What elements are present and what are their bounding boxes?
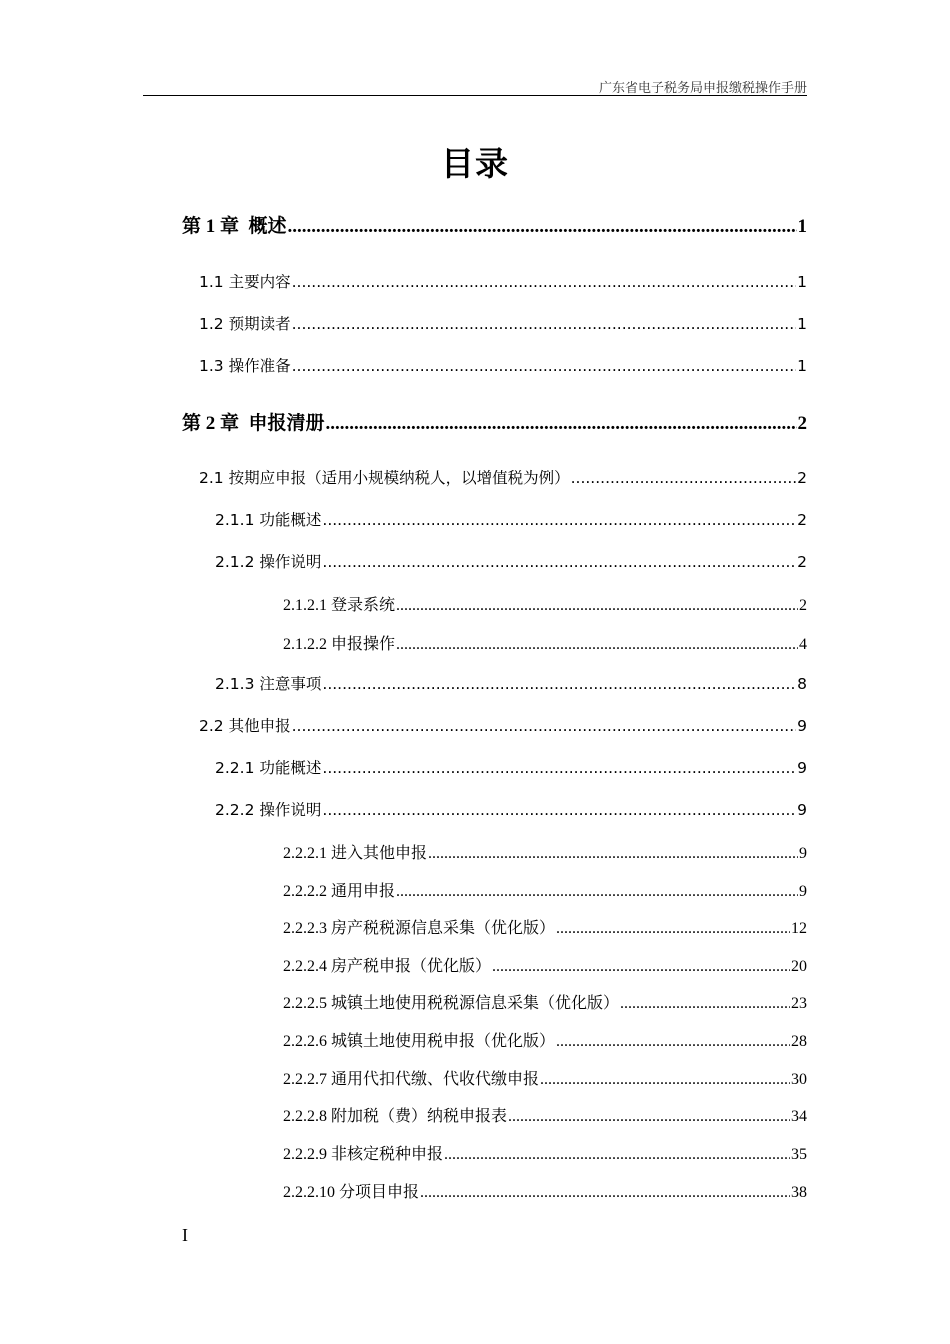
toc-entry-number: 2.2.2.2 [283,883,331,900]
dot-leader [620,995,790,1013]
toc-entry-page: 2 [797,469,807,487]
toc-entry-number: 2.2.2.7 [283,1071,331,1088]
toc-entry-number: 2.1.2 [215,553,260,571]
toc-entry-page: 2 [797,511,807,529]
toc-entry-number: 2.2.2.4 [283,958,331,975]
toc-entry-label: 城镇土地使用税申报（优化版） [331,1031,556,1050]
toc-entry-number: 2.2.2.5 [283,995,331,1012]
toc-entry[interactable] [283,953,807,976]
toc-entry[interactable] [283,840,807,863]
toc-entry-number: 2.1.1 [215,511,260,529]
dot-leader [292,357,797,375]
header-rule [143,95,807,96]
dot-leader [292,717,797,735]
toc-entry-label: 主要内容 [228,273,291,291]
toc-entry-number: 2.2.2.1 [283,845,331,862]
toc-entry-page: 9 [797,717,807,735]
toc-entry-page: 38 [791,1184,807,1201]
toc-entry[interactable] [215,756,807,778]
toc-entry-label: 附加税（费）纳税申报表 [331,1106,508,1125]
dot-leader [556,1033,790,1051]
toc-entry-label: 操作说明 [259,553,322,571]
dot-leader [322,801,796,819]
dot-leader [396,636,798,654]
toc-entry-label: 其他申报 [228,717,291,735]
dot-leader [540,1071,790,1089]
dot-leader [322,511,796,529]
dot-leader [396,597,798,615]
toc-entry[interactable] [215,508,807,530]
toc-entry-label: 进入其他申报 [331,843,428,862]
toc-entry-page: 9 [799,883,807,900]
toc-entry-page: 9 [797,759,807,777]
toc-entry-page: 34 [791,1108,807,1125]
toc-entry-number: 2.2.2.9 [283,1146,331,1163]
toc-entry-label: 房产税税源信息采集（优化版） [331,918,556,937]
dot-leader [292,273,797,291]
toc-entry-page: 1 [797,357,807,375]
toc-entry[interactable] [283,1179,807,1202]
dot-leader [326,413,797,435]
toc-entry[interactable] [283,878,807,901]
toc-entry[interactable] [283,592,807,615]
toc-entry-label: 按期应申报（适用小规模纳税人，以增值税为例） [228,469,570,487]
toc-entry[interactable] [215,798,807,820]
dot-leader [292,315,797,333]
toc-entry-page: 1 [797,273,807,291]
toc-entry-number: 2.2.1 [215,759,260,777]
toc-entry[interactable] [215,672,807,694]
dot-leader [322,675,796,693]
dot-leader [492,958,790,976]
toc-entry[interactable] [283,1028,807,1051]
toc-entry-page: 2 [797,553,807,571]
toc-entry-number: 2.1.3 [215,675,260,693]
toc-entry-page: 20 [791,958,807,975]
toc-entry[interactable] [199,714,807,736]
toc-entry-label: 申报清册 [248,412,325,434]
toc-entry-number: 2.2.2.3 [283,920,331,937]
toc-entry-page: 23 [791,995,807,1012]
toc-entry[interactable] [199,466,807,488]
toc-entry-page: 28 [791,1033,807,1050]
toc-entry-number: 2.2.2.10 [283,1184,339,1201]
toc-entry-label: 申报操作 [331,634,396,653]
toc-entry[interactable] [182,211,807,238]
toc-entry[interactable] [283,990,807,1013]
toc-entry-label: 非核定税种申报 [331,1144,444,1163]
toc-entry-label: 预期读者 [228,315,291,333]
toc-entry[interactable] [283,1141,807,1164]
toc-entry-number: 1.3 [199,357,229,375]
toc-entry-number: 2.2 [199,717,229,735]
toc-entry-page: 2 [799,597,807,614]
toc-entry-page: 1 [797,216,807,237]
toc-entry[interactable] [199,354,807,376]
toc-entry[interactable] [215,550,807,572]
toc-entry-page: 4 [799,636,807,653]
toc-entry-number: 2.2.2.8 [283,1108,331,1125]
dot-leader [428,845,798,863]
toc-entry-label: 概述 [248,215,287,237]
footer-page-number: I [182,1225,188,1245]
toc-entry-page: 2 [797,413,807,434]
dot-leader [322,553,796,571]
dot-leader [322,759,796,777]
toc-entry-number: 第 2 章 [182,413,249,434]
toc-entry-label: 城镇土地使用税税源信息采集（优化版） [331,993,620,1012]
toc-entry-label: 房产税申报（优化版） [331,956,492,975]
running-header: 广东省电子税务局申报缴税操作手册 [598,81,807,96]
toc-entry-label: 通用申报 [331,881,396,900]
toc-entry[interactable] [283,1066,807,1089]
toc-entry[interactable] [199,270,807,292]
toc-entry-page: 1 [797,315,807,333]
toc-entry[interactable] [283,1103,807,1126]
toc-entry[interactable] [283,631,807,654]
dot-leader [396,883,798,901]
toc-entry-number: 2.2.2 [215,801,260,819]
toc-entry-number: 2.1 [199,469,229,487]
toc-entry-label: 注意事项 [259,675,322,693]
dot-leader [288,216,797,238]
toc-entry-number: 2.1.2.2 [283,636,331,653]
toc-entry-number: 2.2.2.6 [283,1033,331,1050]
toc-entry-page: 35 [791,1146,807,1163]
page-title: 目录 [441,144,509,183]
toc-entry-page: 9 [797,801,807,819]
toc-entry-number: 第 1 章 [182,216,249,237]
toc-entry-page: 9 [799,845,807,862]
toc-entry-label: 分项目申报 [339,1182,420,1201]
toc-entry[interactable] [283,915,807,938]
toc-entry-label: 通用代扣代缴、代收代缴申报 [331,1069,540,1088]
toc-entry-page: 12 [791,920,807,937]
dot-leader [444,1146,790,1164]
toc-entry-label: 功能概述 [259,511,322,529]
toc-entry-label: 操作说明 [259,801,322,819]
toc-entry-page: 30 [791,1071,807,1088]
toc-entry-page: 8 [797,675,807,693]
toc-entry[interactable] [182,408,807,435]
dot-leader [508,1108,790,1126]
toc-entry-label: 登录系统 [331,595,396,614]
dot-leader [571,469,797,487]
toc-entry-label: 操作准备 [228,357,291,375]
dot-leader [556,920,790,938]
toc-entry[interactable] [199,312,807,334]
dot-leader [420,1184,790,1202]
toc-entry-number: 1.1 [199,273,229,291]
toc-entry-number: 2.1.2.1 [283,597,331,614]
toc-entry-number: 1.2 [199,315,229,333]
toc-entry-label: 功能概述 [259,759,322,777]
